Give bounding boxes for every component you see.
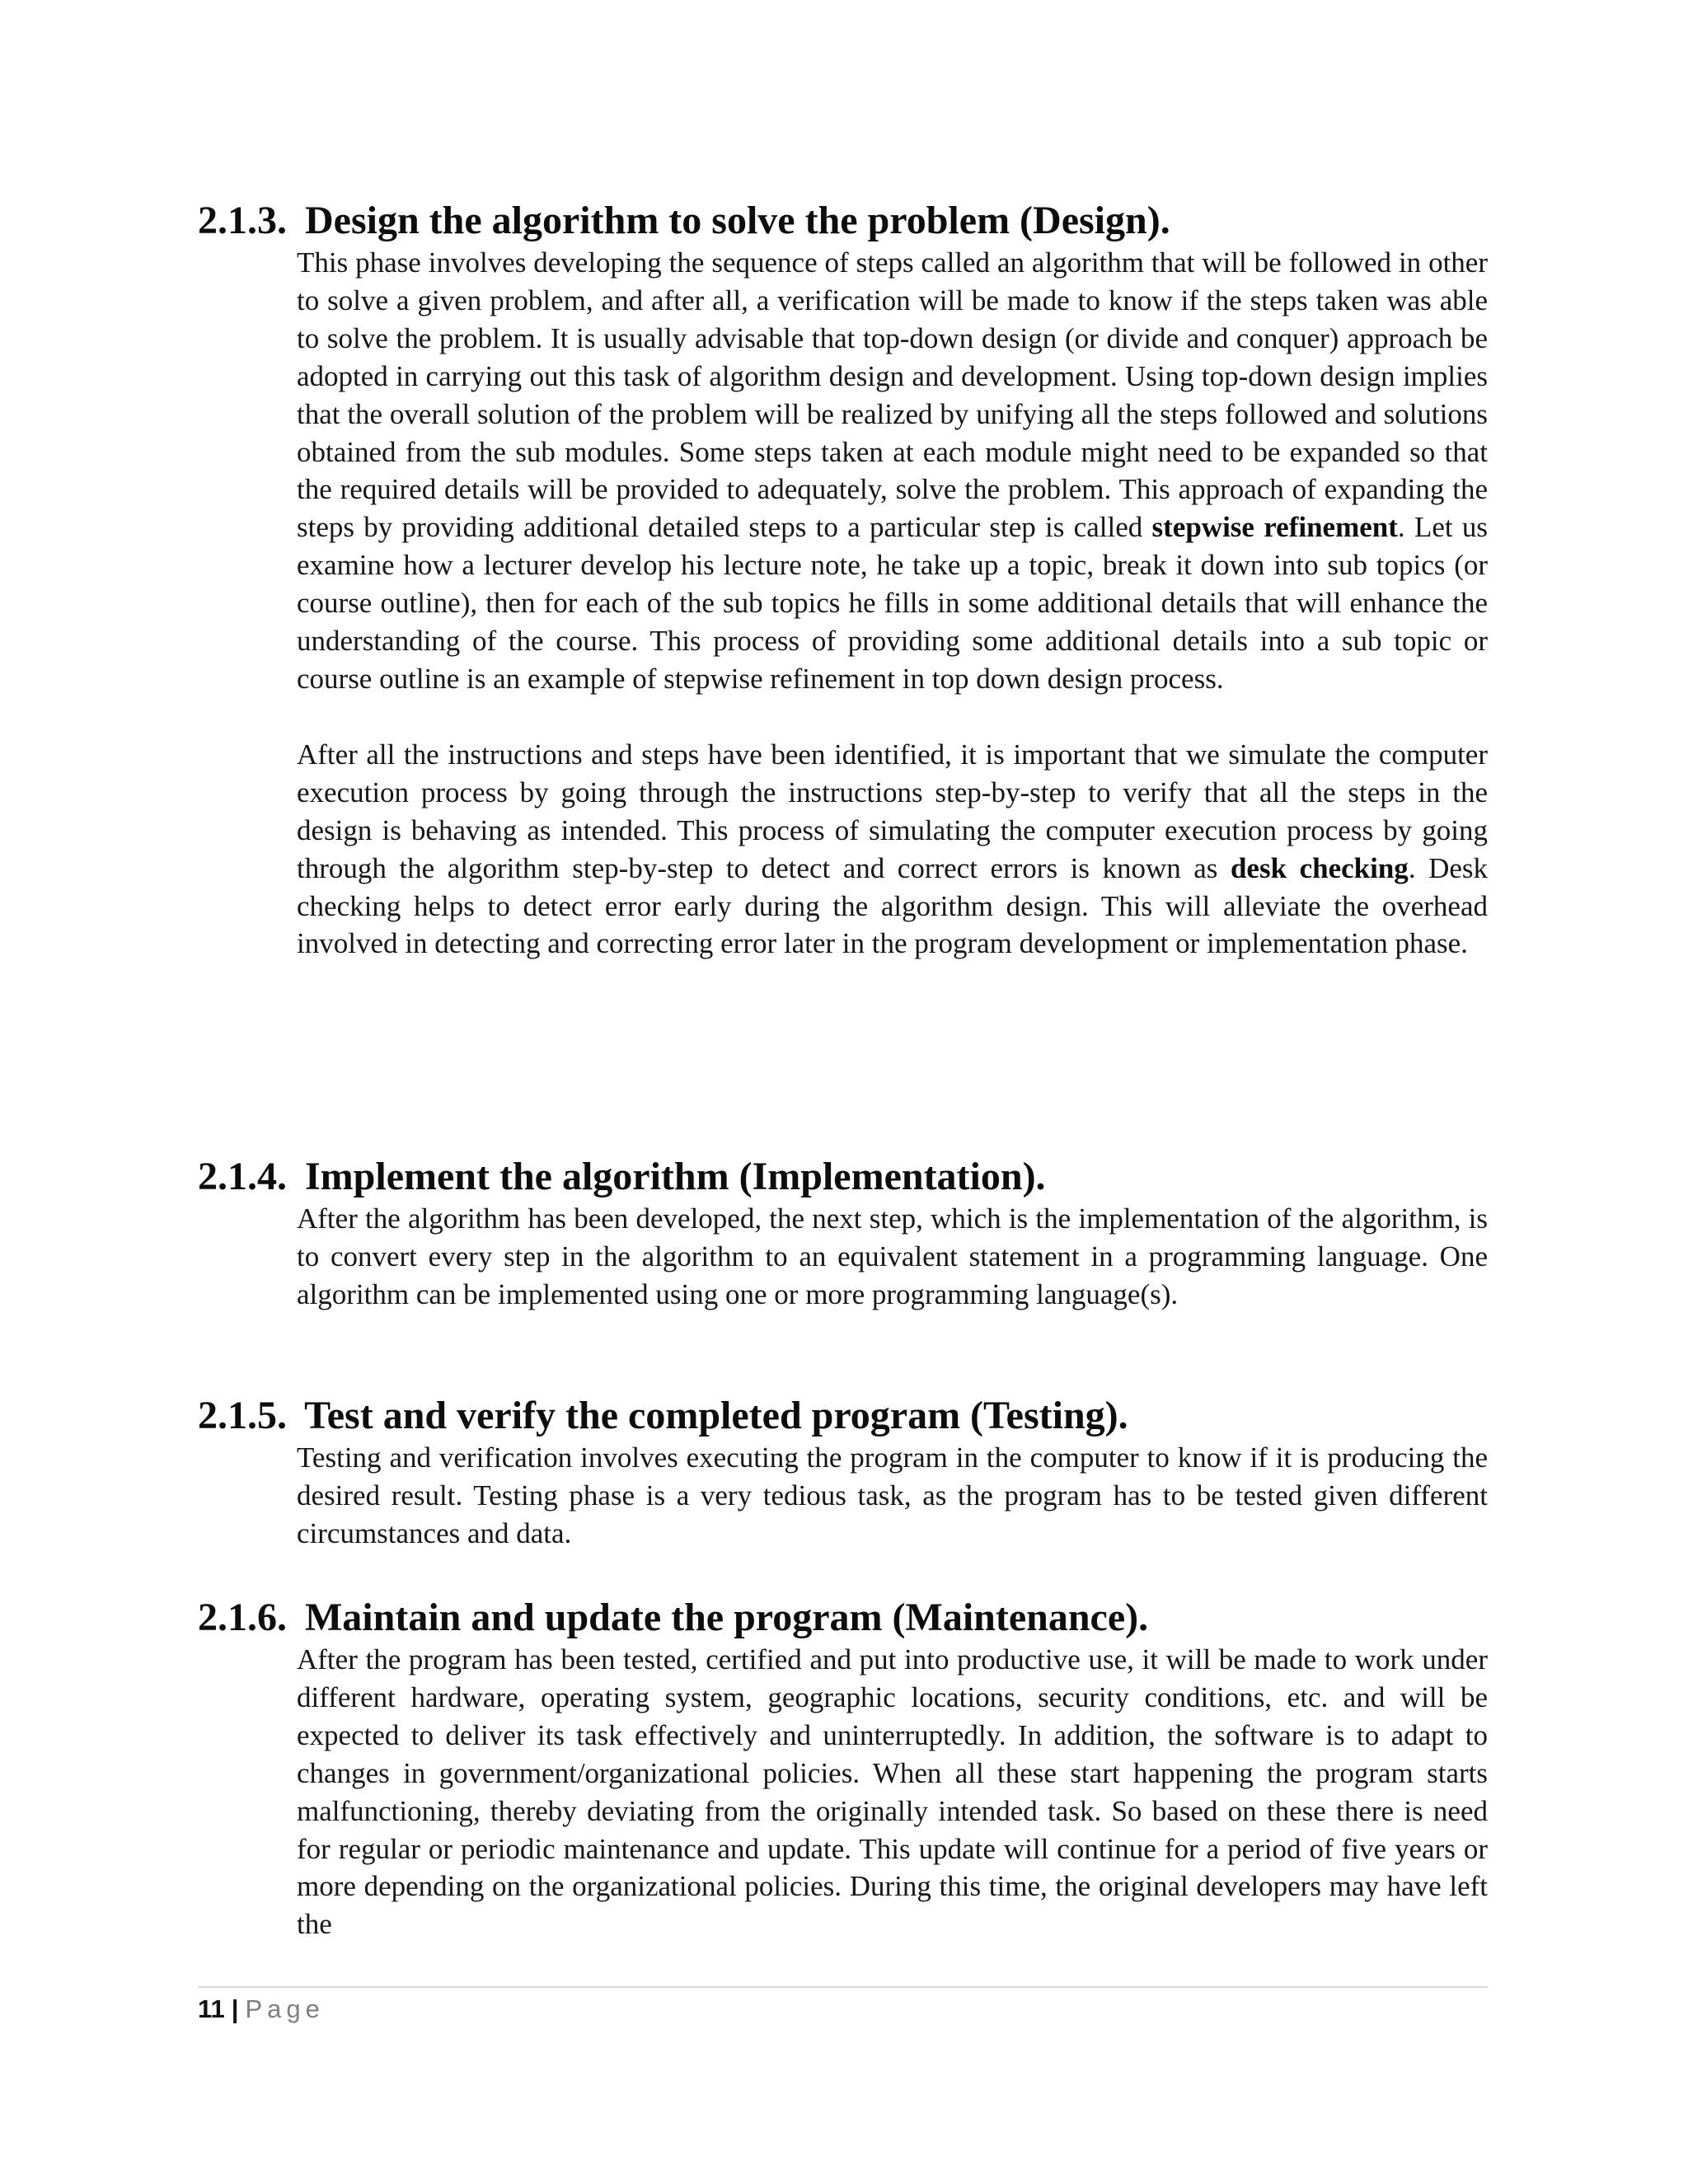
- section-number: 2.1.4.: [198, 1155, 287, 1198]
- section-number: 2.1.5.: [198, 1394, 287, 1437]
- paragraph: After the algorithm has been developed, the next step, which is the implementation of the algorithm, is to convert every step in the algorithm to an equivalent statement in a programming language. One algorithm can be implemented using one or more programming language(s).: [297, 1202, 1488, 1310]
- paragraph-text: . Let us examine how a lecturer develop his lecture note, he take up a topic, break it down into sub topics (or course outline), then for each of the sub topics he fills in some additional details that will enhance the understanding of the course. This process of providing some additional details into a sub topic or course outline is an example of stepwise refinement in top down design process.: [297, 511, 1488, 695]
- section-2-1-6: [198, 1595, 1492, 1943]
- section-title: Test and verify the completed program (Testing).: [304, 1394, 1128, 1437]
- section-title: Implement the algorithm (Implementation).: [305, 1155, 1046, 1198]
- section-2-1-4: [198, 1154, 1492, 1314]
- page-footer: [198, 1993, 325, 2026]
- section-heading: [198, 1595, 1492, 1641]
- paragraph: [297, 244, 1488, 698]
- footer-divider: [198, 1986, 1488, 1988]
- bold-term: stepwise refinement: [1151, 511, 1398, 544]
- page-label: Page: [245, 1994, 325, 2023]
- section-2-1-5: [198, 1393, 1492, 1553]
- section-2-1-3: [198, 198, 1492, 963]
- section-heading: [198, 1393, 1492, 1439]
- paragraph: [297, 736, 1488, 963]
- section-heading: [198, 1154, 1492, 1200]
- footer-separator: |: [231, 1994, 239, 2023]
- section-number: 2.1.3.: [198, 199, 287, 242]
- section-heading: [198, 198, 1492, 244]
- paragraph: After the program has been tested, certified and put into productive use, it will be made to work under different hardware, operating system, geographic locations, security conditions, etc. and will be expected to deliver its task effectively and uninterruptedly. In addition, the software is to adapt to changes in government/organizational policies. When all these start happening the program starts malfunctioning, thereby deviating from the originally intended task. So based on these there is need for regular or periodic maintenance and update. This update will continue for a period of five years or more depending on the organizational policies. During this time, the original developers may have left the: [297, 1643, 1488, 1941]
- paragraph: Testing and verification involves executing the program in the computer to know if it is producing the desired result. Testing phase is a very tedious task, as the program has to be tested given different circumstances and data.: [297, 1441, 1488, 1549]
- page-number: 11: [198, 1994, 225, 2023]
- section-title: Maintain and update the program (Maintenance).: [305, 1596, 1149, 1639]
- paragraph-text: After all the instructions and steps have been identified, it is important that we simulate the computer execution process by going through the instructions step-by-step to verify that all the steps in the design is behaving as intended. This process of simulating the computer execution process by going through the algorithm step-by-step to detect and correct errors is known as: [297, 738, 1488, 884]
- section-number: 2.1.6.: [198, 1596, 287, 1639]
- bold-term: desk checking: [1230, 851, 1409, 884]
- paragraph-text: This phase involves developing the sequence of steps called an algorithm that will be followed in other to solve a given problem, and after all, a verification will be made to know if the steps taken was able to solve the problem. It is usually advisable that top-down design (or divide and conquer) approach be adopted in carrying out this task of algorithm design and development. Using top-down design implies that the overall solution of the problem will be realized by unifying all the steps followed and solutions obtained from the sub modules. Some steps taken at each module might need to be expanded so that the required details will be provided to adequately, solve the problem. This approach of expanding the steps by providing additional detailed steps to a particular step is called: [297, 246, 1488, 544]
- paragraph-text: . Desk checking helps to detect error early during the algorithm design. This will alleviate the overhead involved in detecting and correcting error later in the program development or implementation phase.: [297, 851, 1489, 960]
- section-title: Design the algorithm to solve the problem (Design).: [305, 199, 1170, 242]
